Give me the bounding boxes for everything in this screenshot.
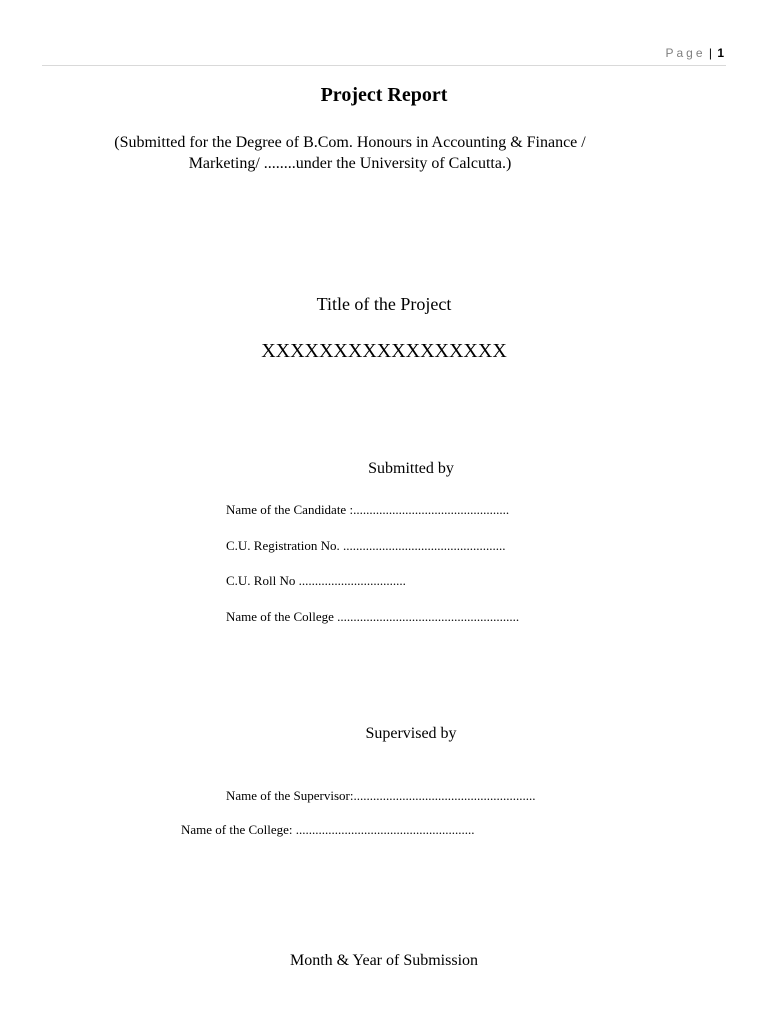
project-title-value: XXXXXXXXXXXXXXXXX <box>261 340 507 362</box>
registration-number-field: C.U. Registration No. .................................................. <box>226 538 506 553</box>
page-label: Page <box>665 46 706 60</box>
header-divider <box>42 65 726 66</box>
submission-date-line: Month & Year of Submission <box>289 952 479 969</box>
supervisor-college-field: Name of the College: ....................................................... <box>181 822 475 837</box>
page-number-header <box>665 46 724 60</box>
document-subtitle <box>0 132 700 174</box>
document-title: Project Report <box>320 84 448 106</box>
candidate-name-field: Name of the Candidate :................................................ <box>226 502 510 517</box>
roll-number-field: C.U. Roll No ................................. <box>226 573 406 588</box>
page-separator: | <box>708 46 712 60</box>
supervised-by-heading: Supervised by <box>365 725 457 742</box>
subtitle-line-2: Marketing/ ........under the University of Calcutta.) <box>188 155 512 172</box>
candidate-college-field: Name of the College ........................................................ <box>226 609 520 624</box>
project-title-label: Title of the Project <box>316 294 452 314</box>
submitted-by-heading: Submitted by <box>368 460 454 477</box>
subtitle-line-1: (Submitted for the Degree of B.Com. Honours in Accounting & Finance / <box>114 134 586 151</box>
supervisor-name-field: Name of the Supervisor:........................................................ <box>226 788 536 803</box>
page-number: 1 <box>717 46 724 60</box>
